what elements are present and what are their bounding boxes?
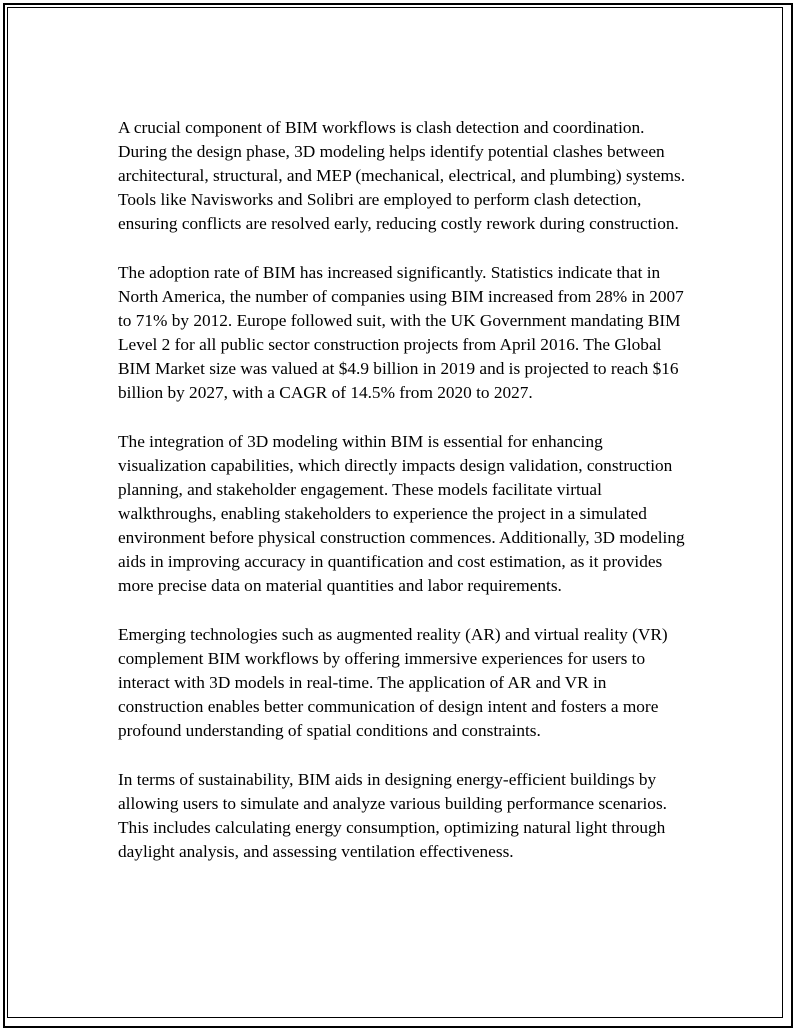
paragraph-ar-vr: Emerging technologies such as augmented reality (AR) and virtual reality (VR) complement BIM workflows by offering immersive experiences for users to interact with 3D models in real-time. The application of AR and VR in construction enables better communication of design intent and fosters a more profound understanding of spatial conditions and constraints. [118,624,668,741]
paragraph-clash-detection: A crucial component of BIM workflows is clash detection and coordination. During the design phase, 3D modeling helps identify potential clashes between architectural, structural, and MEP (mechanical, electrical, and plumbing) systems. Tools like Navisworks and Solibri are employed to perform clash detection, ensuring conflicts are resolved early, reducing costly rework during construction. [118,118,686,234]
document-body [118,116,693,888]
paragraph-sustainability: In terms of sustainability, BIM aids in designing energy-efficient buildings by allowing users to simulate and analyze various building performance scenarios. This includes calculating energy consumption, optimizing natural light through daylight analysis, and assessing ventilation effectiveness. [118,769,667,861]
paragraph-3d-modeling: The integration of 3D modeling within BIM is essential for enhancing visualization capabilities, which directly impacts design validation, construction planning, and stakeholder engagement. These models facilitate virtual walkthroughs, enabling stakeholders to experience the project in a simulated environment before physical construction commences. Additionally, 3D modeling aids in improving accuracy in quantification and cost estimation, as it provides more precise data on material quantities and labor requirements. [118,431,685,596]
paragraph-bim-adoption: The adoption rate of BIM has increased significantly. Statistics indicate that in North America, the number of companies using BIM increased from 28% in 2007 to 71% by 2012. Europe followed suit, with the UK Government mandating BIM Level 2 for all public sector construction projects from April 2016. The Global BIM Market size was valued at $4.9 billion in 2019 and is projected to reach $16 billion by 2027, with a CAGR of 14.5% from 2020 to 2027. [118,262,684,403]
